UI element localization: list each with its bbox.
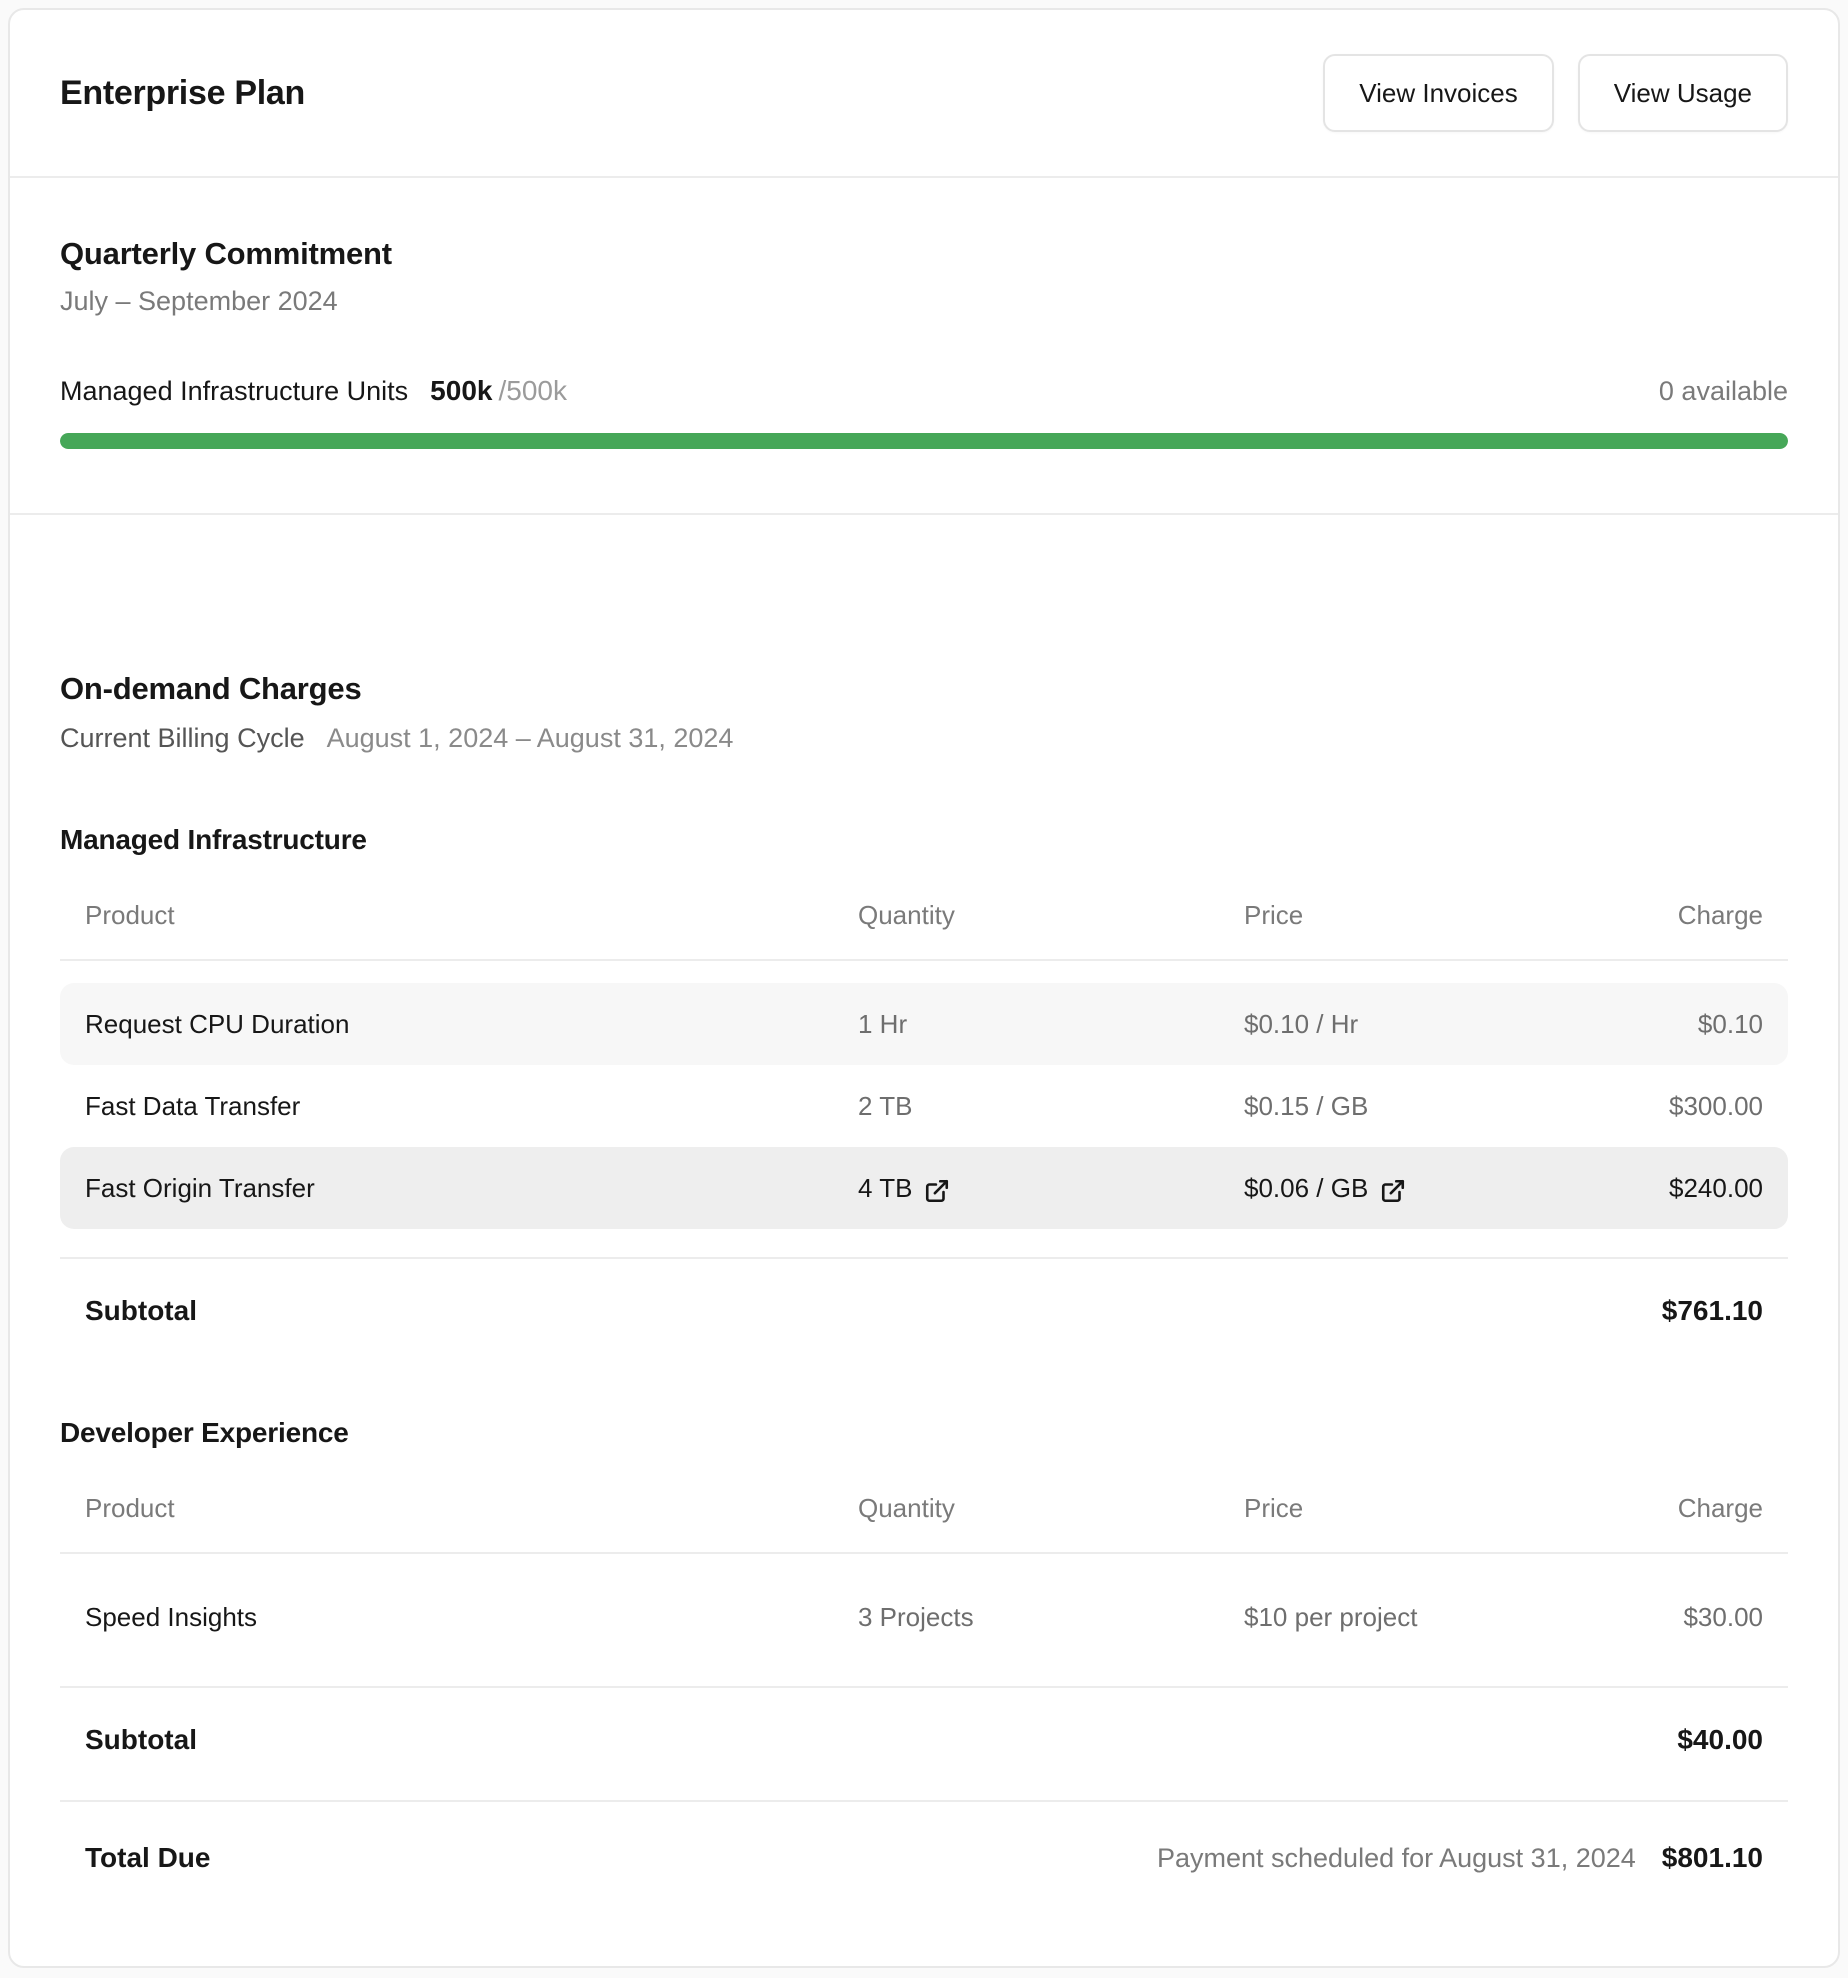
- column-header-price: Price: [1244, 900, 1304, 930]
- row-quantity: 1 Hr: [858, 1008, 908, 1039]
- row-product: Request CPU Duration: [85, 1008, 350, 1039]
- table-row: [60, 983, 1788, 1065]
- row-quantity: 2 TB: [858, 1090, 913, 1121]
- subtotal-label: Subtotal: [85, 1295, 197, 1326]
- group-title-developer-experience: Developer Experience: [60, 1417, 349, 1448]
- total-due-right: [1157, 1842, 1763, 1874]
- total-due-amount: $801.10: [1661, 1842, 1763, 1873]
- row-charge: $300.00: [1669, 1090, 1763, 1121]
- column-header-quantity: Quantity: [858, 900, 955, 930]
- header-actions: [1323, 54, 1788, 132]
- subtotal-amount: $40.00: [1677, 1724, 1763, 1755]
- billing-cycle-line: [60, 723, 1788, 754]
- row-price: $10 per project: [1244, 1601, 1418, 1632]
- row-quantity: 4 TB: [858, 1172, 913, 1203]
- page-title: Enterprise Plan: [60, 73, 305, 112]
- charges-title: On-demand Charges: [60, 671, 362, 706]
- billing-card: [8, 8, 1840, 1968]
- commitment-usage-row: [60, 375, 1788, 407]
- quarterly-commitment-section: [10, 178, 1838, 515]
- total-due-label: Total Due: [85, 1842, 211, 1873]
- row-price: $0.15 / GB: [1244, 1090, 1369, 1121]
- column-header-price: Price: [1244, 1493, 1304, 1523]
- subtotal-row: [60, 1686, 1788, 1798]
- commitment-title: Quarterly Commitment: [60, 236, 392, 271]
- table-row: [60, 1065, 1788, 1147]
- usage-used-value: 500k: [430, 375, 493, 406]
- subtotal-amount: $761.10: [1661, 1295, 1763, 1326]
- row-product: Speed Insights: [85, 1601, 258, 1632]
- commitment-period: July – September 2024: [60, 286, 338, 316]
- billing-cycle-range: August 1, 2024 – August 31, 2024: [326, 723, 734, 753]
- usage-total-value: /500k: [498, 375, 567, 406]
- column-header-charge: Charge: [1677, 1493, 1763, 1523]
- card-header: [10, 10, 1838, 178]
- usage-available: 0 available: [1658, 376, 1788, 406]
- commitment-progress-track: [60, 433, 1788, 449]
- row-product: Fast Data Transfer: [85, 1090, 301, 1121]
- table-header: [60, 900, 1788, 961]
- table-body: [60, 983, 1788, 1229]
- column-header-product: Product: [85, 1493, 175, 1523]
- table-row: [60, 1147, 1788, 1229]
- usage-metric: [60, 375, 567, 407]
- external-link-icon: [1380, 1178, 1406, 1204]
- table-header: [60, 1493, 1788, 1554]
- table-row: [60, 1576, 1788, 1658]
- row-price: $0.10 / Hr: [1244, 1008, 1359, 1039]
- commitment-progress-fill: [60, 433, 1788, 449]
- group-title-managed-infrastructure: Managed Infrastructure: [60, 824, 367, 855]
- column-header-product: Product: [85, 900, 175, 930]
- table-body: [60, 1576, 1788, 1658]
- row-price: $0.06 / GB: [1244, 1172, 1369, 1203]
- billing-cycle-label: Current Billing Cycle: [60, 723, 305, 753]
- row-quantity: 3 Projects: [858, 1601, 974, 1632]
- column-header-quantity: Quantity: [858, 1493, 955, 1523]
- subtotal-label: Subtotal: [85, 1724, 197, 1755]
- subtotal-row: [60, 1257, 1788, 1369]
- external-link-icon: [924, 1178, 950, 1204]
- row-charge: $0.10: [1697, 1008, 1763, 1039]
- total-due-row: [60, 1800, 1788, 1874]
- view-usage-button[interactable]: View Usage: [1578, 54, 1788, 132]
- row-product: Fast Origin Transfer: [85, 1172, 315, 1203]
- row-charge: $30.00: [1683, 1601, 1763, 1632]
- usage-metric-label: Managed Infrastructure Units: [60, 376, 409, 406]
- payment-schedule-note: Payment scheduled for August 31, 2024: [1156, 1843, 1636, 1873]
- on-demand-charges-section: [10, 515, 1838, 1874]
- view-invoices-button[interactable]: View Invoices: [1323, 54, 1554, 132]
- row-charge: $240.00: [1669, 1172, 1763, 1203]
- column-header-charge: Charge: [1677, 900, 1763, 930]
- price-external-link[interactable]: [1244, 1173, 1406, 1204]
- quantity-external-link[interactable]: [858, 1173, 950, 1204]
